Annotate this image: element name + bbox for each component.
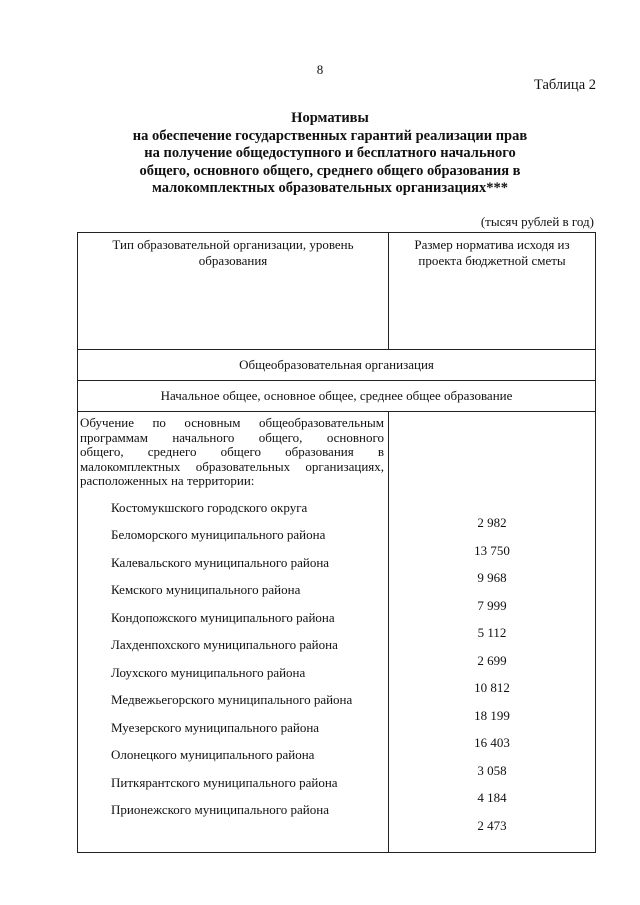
document-title	[80, 110, 580, 198]
intro-line: расположенных на территории:	[80, 473, 255, 488]
territory-name: Прионежского муниципального района	[111, 802, 329, 817]
units-note: (тысяч рублей в год)	[480, 214, 594, 229]
norm-value: 10 812	[474, 680, 510, 695]
territory-name: Олонецкого муниципального района	[111, 747, 315, 762]
territory-name: Беломорского муниципального района	[111, 527, 326, 542]
intro-line: программам начального общего, основного	[80, 429, 384, 445]
values-cell	[389, 412, 596, 853]
section-row-org	[78, 350, 596, 381]
norm-value: 2 982	[477, 515, 507, 530]
intro-line: малокомплектных образовательных организациях,	[80, 458, 384, 474]
norm-value: 2 473	[477, 817, 507, 833]
norm-value: 18 199	[474, 707, 510, 723]
section-level-label: Начальное общее, основное общее, среднее общее образование	[78, 381, 596, 412]
territory-name: Лоухского муниципального района	[111, 664, 306, 680]
norm-value: 13 750	[474, 542, 510, 558]
value-list	[389, 412, 595, 846]
norm-value: 7 999	[477, 597, 507, 613]
norm-value: 9 968	[477, 570, 507, 585]
names-cell	[78, 412, 389, 853]
norm-value: 5 112	[477, 625, 507, 640]
territory-name: Медвежьегорского муниципального района	[111, 692, 353, 707]
intro-line: общего, среднего общего образования в	[80, 444, 384, 459]
territory-name: Калевальского муниципального района	[111, 554, 330, 570]
norms-table	[77, 232, 596, 853]
header-org-type: Тип образовательной организации, уровень образования	[78, 233, 389, 350]
page-number: 8	[316, 62, 324, 77]
section-row-level	[78, 381, 596, 412]
territory-name: Лахденпохского муниципального района	[111, 637, 338, 652]
title-line: Нормативы	[291, 110, 369, 126]
table-body-row	[78, 412, 596, 853]
title-line: общего, основного общего, среднего общего образования в	[139, 162, 521, 179]
title-line: малокомплектных образовательных организациях***	[151, 180, 509, 196]
title-line: на обеспечение государственных гарантий реализации прав	[132, 127, 528, 144]
title-line: на получение общедоступного и бесплатного начального	[144, 145, 516, 161]
territory-name: Питкярантского муниципального района	[111, 774, 338, 790]
norm-value: 2 699	[477, 652, 507, 668]
territory-list	[78, 501, 388, 831]
norm-value: 4 184	[477, 790, 507, 805]
header-norm-size: Размер норматива исходя из проекта бюджетной сметы	[389, 233, 596, 350]
territory-name: Кондопожского муниципального района	[111, 609, 335, 625]
intro-line: Обучение по основным общеобразовательным	[80, 415, 384, 430]
table-label: Таблица 2	[533, 77, 596, 93]
norm-value: 3 058	[477, 762, 507, 778]
intro-text	[78, 412, 388, 489]
territory-name: Костомукшского городского округа	[111, 499, 308, 515]
territory-name: Муезерского муниципального района	[111, 719, 320, 735]
territory-name: Кемского муниципального района	[111, 582, 301, 597]
section-org-label: Общеобразовательная организация	[78, 350, 596, 381]
table-header-row	[78, 233, 596, 350]
norm-value: 16 403	[474, 735, 510, 750]
